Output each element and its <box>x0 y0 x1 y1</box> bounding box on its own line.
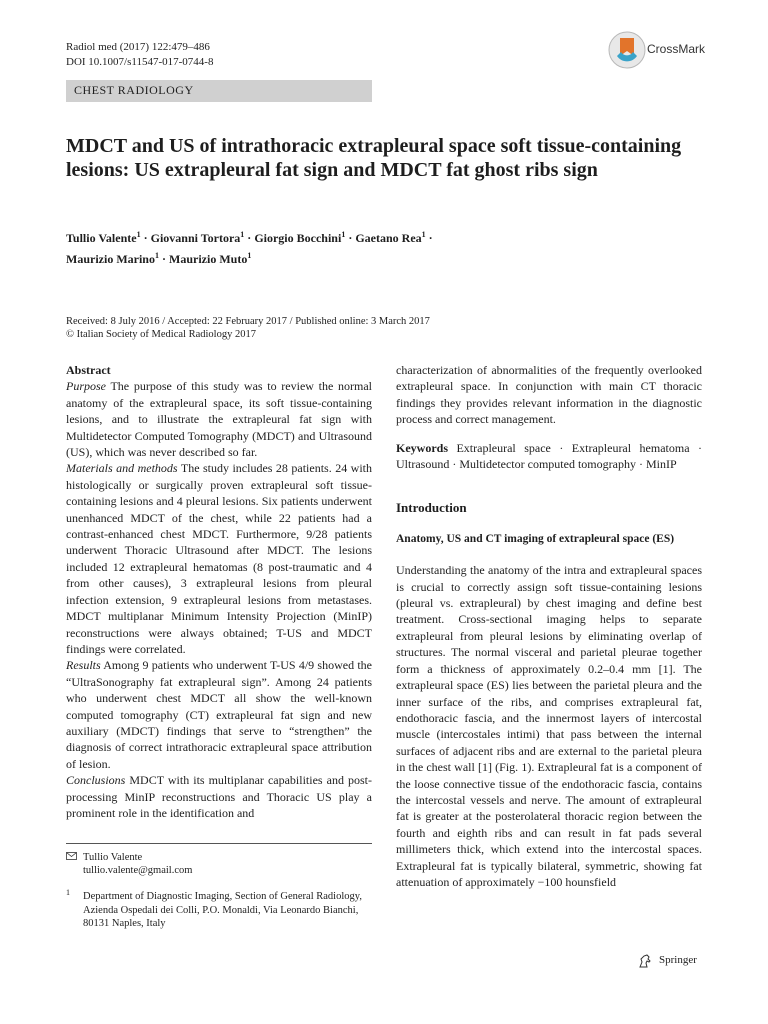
author-name[interactable]: Gaetano Rea <box>355 231 422 245</box>
author-affil: 1 <box>136 230 141 239</box>
crossmark-badge[interactable] <box>607 30 717 70</box>
dates-line: Received: 8 July 2016 / Accepted: 22 February 2017 / Published online: 3 March 2017 <box>66 316 430 327</box>
article-title: MDCT and US of intrathoracic extrapleural space soft tissue-containing lesions: US extrapleural fat sign and MDCT fat ghost ribs sign <box>66 135 682 181</box>
subsection-heading: Anatomy, US and CT imaging of extrapleural space (ES) <box>396 532 675 545</box>
publisher-name: Springer <box>659 954 697 966</box>
author-list: Tullio Valente$^1$ · Giovanni Tortora$^1$ · Giorgio Bocchini$^1$ · Gaetano Rea$^1$ · Maurizio Marino$^1$ · Maurizio Muto$^1$ <box>66 230 433 266</box>
keywords <box>396 440 702 473</box>
springer-logo <box>637 953 717 969</box>
conclusions-text: MDCT with its multiplanar capabilities and post-processing MinIP reconstructions and Thoracic US play a prominent role in the identification and <box>66 773 372 820</box>
affiliation-text: Department of Diagnostic Imaging, Section of General Radiology, Azienda Ospedali dei Colli, P.O. Monaldi, Via Leonardo Bianchi, 80131 Naples, Italy <box>83 891 362 929</box>
intro-paragraph: Understanding the anatomy of the intra and extrapleural spaces is crucial to correctly assign soft tissue-containing lesions (pleural vs. extrapleural) by chest imaging and define best treatment. Cross-sectional imaging helps to separate extrapleural from pleural lesions by eliminating overlap of structures. The normal visceral and parietal pleurae together form a thickness of approximately 0.2–0.4 mm [1]. The extrapleural space (ES) lies between the parietal pleura and the inner surface of the ribs, and comprises extrapleural fat, endothoracic fascia, and the innermost layers of intercostal muscle (intercostales intimi) that pass between the internal surfaces of adjacent ribs and are external to the parietal pleura in the chest wall [1] (Fig. 1). Extrapleural fat is a component of the loose connective tissue of the endothoracic fascia, contains the intercostal vessels and nerve. The amount of extrapleural fat is greater at the posterolateral thoracic region between the fourth and eighth ribs and can result in fat pads several millimeters thick, which extend into the intercostal spaces. Extrapleural fat is typically bilateral, symmetric, showing fat attenuation of approximately −100 hounsfield <box>396 563 702 889</box>
journal-volume-pages: Radiol med (2017) 122:479–486 <box>66 41 210 53</box>
author-affil: 1 <box>341 230 346 239</box>
contact-name: Tullio Valente <box>83 852 143 863</box>
keywords-text: Extrapleural space · Extrapleural hematoma · Ultrasound · Multidetector computed tomography · MinIP <box>396 440 702 472</box>
copyright-line: © Italian Society of Medical Radiology 2017 <box>66 329 256 340</box>
purpose-label: Purpose <box>66 379 106 394</box>
author-name[interactable]: Maurizio Marino <box>66 252 155 266</box>
author-name[interactable]: Giovanni Tortora <box>150 231 241 245</box>
crossmark-label: CrossMark <box>647 42 706 56</box>
section-heading-introduction: Introduction <box>396 500 467 516</box>
methods-text: The study includes 28 patients. 24 with histologically or surgically proven extrapleural soft tissue-containing lesions and 4 pleural lesions. Six patients underwent unenhanced MDCT of the chest, while 22 patients had a contrast-enhanced chest MDCT. Furthermore, 9/28 patients underwent Thoracic Ultrasound after MDCT. The lesions included 12 extrapleural hematomas (8 post-traumatic and 4 from other causes), 3 extrapleural lesions from pleural infection extension, 9 extrapleural lesions from metastases. MDCT multiplanar Minimum Intensity Projection (MinIP) reconstructions were always obtained; T-US and MDCT findings were correlated. <box>66 461 372 656</box>
abstract-conclusions <box>66 772 372 821</box>
publication-dates <box>66 315 430 341</box>
journal-citation <box>66 40 213 70</box>
author-affil: 1 <box>154 251 159 260</box>
author-name[interactable]: Tullio Valente <box>66 231 137 245</box>
section-label: CHEST RADIOLOGY <box>74 83 194 97</box>
author-affil: 1 <box>247 251 252 260</box>
footnote-divider <box>66 843 372 844</box>
methods-label: Materials and methods <box>66 461 178 476</box>
corresponding-author <box>83 851 192 877</box>
abstract-results <box>66 657 372 772</box>
abstract-heading: Abstract <box>66 363 111 377</box>
author-name[interactable]: Giorgio Bocchini <box>254 231 342 245</box>
contact-email-link[interactable]: tullio.valente@gmail.com <box>83 865 193 876</box>
conclusions-label: Conclusions <box>66 773 126 788</box>
author-affil: 1 <box>240 230 245 239</box>
abstract-purpose <box>66 378 372 460</box>
crossmark-icon <box>607 30 647 70</box>
right-column <box>396 362 702 890</box>
results-label: Results <box>66 658 101 673</box>
doi-link[interactable]: DOI 10.1007/s11547-017-0744-8 <box>66 56 214 68</box>
section-label-band <box>66 80 372 102</box>
results-text: Among 9 patients who underwent T-US 4/9 showed the “UltraSonography fat extrapleural sign”. Among 24 patients who underwent chest MDCT all show the well-known computed tomography (CT) extrapleural fat sign and new auxiliary (MDCT) findings that serve to “strengthen” the diagnosis of correct intrathoracic extrapleural space attribution of lesion. <box>66 658 372 771</box>
author-affil: 1 <box>421 230 426 239</box>
left-column <box>66 362 372 821</box>
purpose-text: The purpose of this study was to review the normal anatomy of the extrapleural space, its soft tissue-containing lesions, and to illustrate the extrapleural fat sign with Multidetector Computed Tomography (MDCT) and Ultrasound (US), which was never described so far. <box>66 379 372 460</box>
envelope-icon <box>66 852 77 860</box>
abstract-methods <box>66 460 372 657</box>
abstract-continuation: characterization of abnormalities of the frequently overlooked extrapleural space. In conjunction with main CT thoracic findings they provides relevant information in the diagnostic process and correct management. <box>396 363 702 427</box>
keywords-label: Keywords <box>396 440 448 455</box>
springer-horse-icon <box>637 953 653 969</box>
affiliation-number: 1 <box>66 888 70 897</box>
author-name[interactable]: Maurizio Muto <box>169 252 248 266</box>
